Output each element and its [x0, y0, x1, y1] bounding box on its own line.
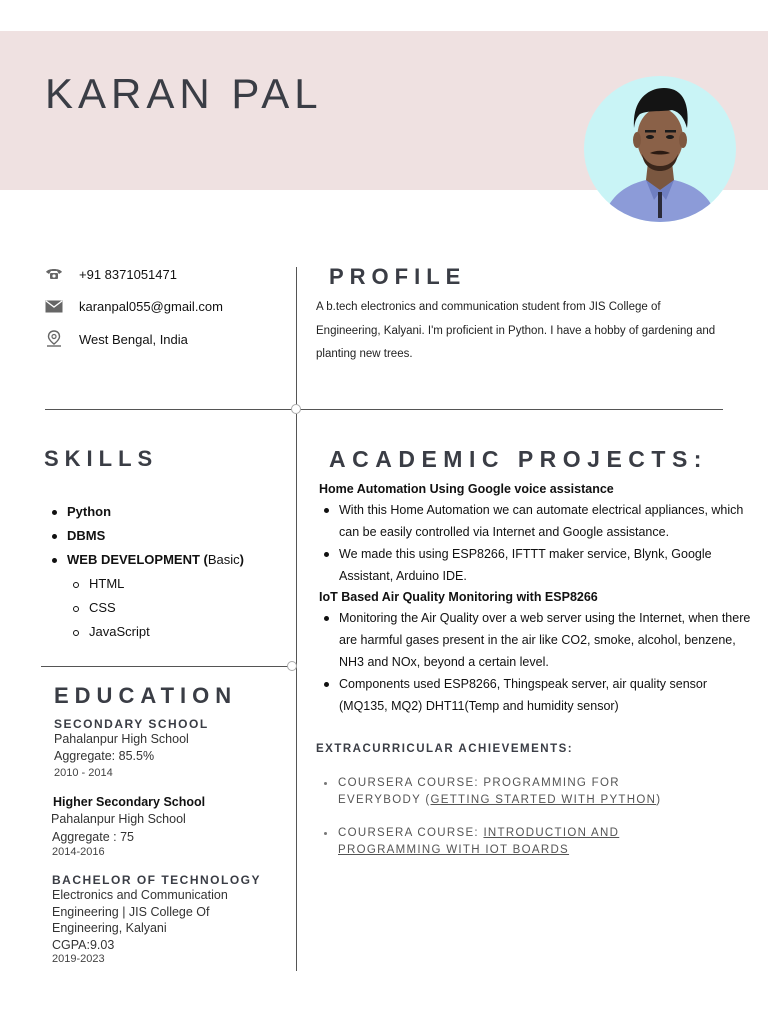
phone-number: +91 8371051471: [79, 266, 177, 282]
education-line: Pahalanpur High School: [51, 812, 186, 826]
extracurricular-prefix: COURSERA COURSE:: [338, 827, 484, 839]
skill-web-close: ): [239, 552, 244, 567]
extracurricular-heading: EXTRACURRICULAR ACHIEVEMENTS:: [316, 743, 574, 755]
location-text: West Bengal, India: [79, 331, 188, 347]
skill-item-web: [50, 548, 244, 572]
extracurricular-suffix: ): [656, 794, 662, 806]
extracurricular-prefix: COURSERA COURSE: PROGRAMMING FOR EVERYBODY (: [338, 777, 620, 806]
resume-name: KARAN PAL: [45, 70, 323, 117]
contact-location: [44, 330, 188, 348]
skill-sub-item: CSS: [50, 596, 244, 620]
divider-horizontal-left: [41, 666, 296, 667]
skill-web-level: Basic: [207, 552, 240, 567]
divider-vertical-bottom: [296, 414, 297, 971]
education-line: Aggregate : 75: [52, 829, 135, 844]
education-years: 2014-2016: [52, 846, 105, 858]
education-line: Engineering | JIS College Of: [52, 904, 210, 919]
project-bullet: Monitoring the Air Quality over a web server using the Internet, when there are harmful gases present in the air like CO2, smoke, alcohol, benzene, NH3 and NOx, beyond a certain level.: [319, 607, 759, 673]
divider-horizontal-top: [45, 409, 723, 410]
skills-heading: SKILLS: [44, 446, 159, 471]
mail-icon: [44, 297, 64, 315]
skill-sub-item: HTML: [50, 572, 244, 596]
divider-node: [291, 404, 301, 414]
project-title: IoT Based Air Quality Monitoring with ESP8266: [319, 590, 598, 604]
extracurricular-item: [322, 825, 662, 859]
contact-phone[interactable]: [44, 265, 177, 283]
skill-item: DBMS: [50, 524, 244, 548]
contact-email[interactable]: [44, 297, 223, 315]
education-years: 2010 - 2014: [54, 767, 113, 779]
course-link[interactable]: INTRODUCTION AND PROGRAMMING WITH IOT BOARDS: [338, 827, 620, 856]
education-line: CGPA:9.03: [52, 937, 115, 952]
profile-heading: PROFILE: [329, 264, 467, 289]
education-title: Higher Secondary School: [53, 795, 206, 809]
email-address: karanpal055@gmail.com: [79, 298, 223, 314]
project-bullet: We made this using ESP8266, IFTTT maker service, Blynk, Google Assistant, Arduino IDE.: [319, 543, 759, 587]
education-line: Aggregate: 85.5%: [54, 748, 155, 763]
skill-sub-item: JavaScript: [50, 620, 244, 644]
education-entry: [54, 717, 209, 779]
projects-list: [319, 479, 759, 717]
education-title: BACHELOR OF TECHNOLOGY: [52, 873, 261, 887]
education-line: Engineering, Kalyani: [52, 921, 167, 935]
project-bullet: With this Home Automation we can automate electrical appliances, which can be easily controlled via Internet and Google assistance.: [319, 499, 759, 543]
education-entry: [52, 873, 261, 965]
project-title: Home Automation Using Google voice assistance: [319, 482, 614, 496]
project-bullet: Components used ESP8266, Thingspeak server, air quality sensor (MQ135, MQ2) DHT11(Temp and humidity sensor): [319, 673, 759, 717]
education-title: SECONDARY SCHOOL: [54, 717, 209, 731]
profile-photo: [584, 76, 736, 222]
education-line: Electronics and Communication: [52, 888, 228, 902]
extracurricular-item: [322, 775, 702, 809]
projects-heading: ACADEMIC PROJECTS:: [329, 446, 708, 472]
education-years: 2019-2023: [52, 953, 105, 965]
course-link[interactable]: GETTING STARTED WITH PYTHON: [430, 794, 657, 806]
education-entry: [53, 795, 205, 858]
phone-icon: [44, 265, 64, 283]
divider-node: [287, 661, 297, 671]
location-pin-icon: [44, 330, 64, 348]
skills-list: [50, 500, 244, 644]
skill-web-label: WEB DEVELOPMENT (: [67, 552, 208, 567]
profile-text: A b.tech electronics and communication student from JIS College of Engineering, Kalyani. I'm proficient in Python. I have a hobby of gardening and planting new trees.: [316, 301, 716, 360]
education-line: Pahalanpur High School: [54, 732, 189, 746]
education-heading: EDUCATION: [54, 683, 238, 708]
skill-item: Python: [50, 500, 244, 524]
divider-vertical-top: [296, 267, 297, 409]
